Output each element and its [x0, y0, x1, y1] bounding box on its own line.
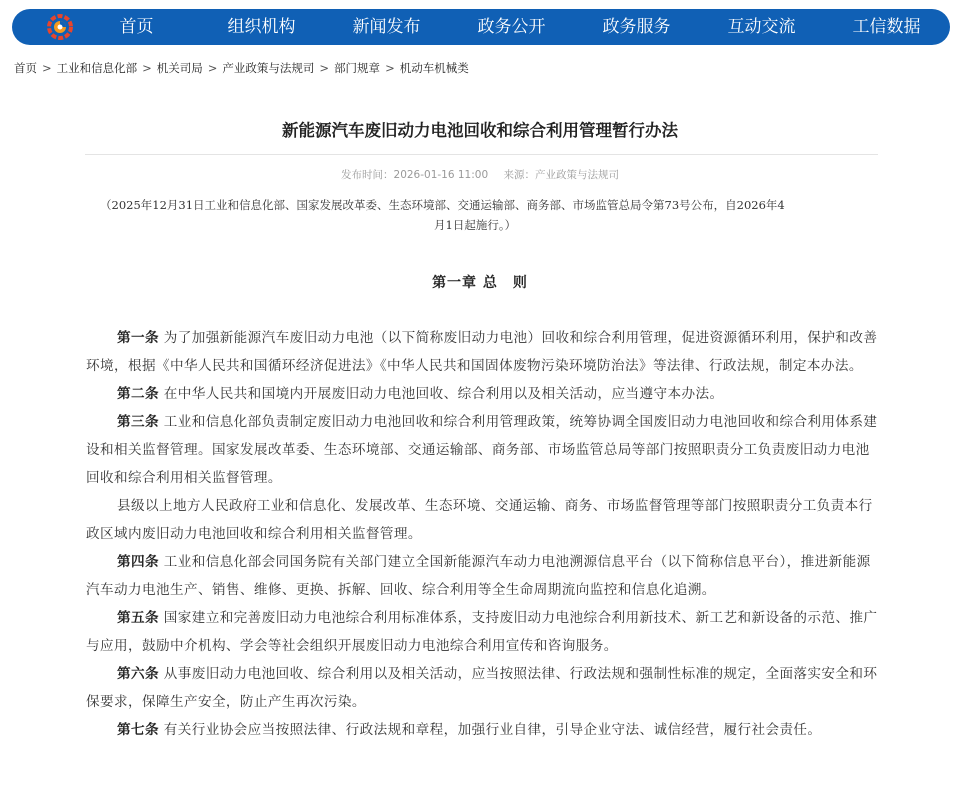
nav-item-services[interactable]: 政务服务 — [602, 17, 671, 37]
article-paragraph — [86, 548, 883, 604]
breadcrumb-link-miit[interactable]: 工业和信息化部 — [56, 61, 138, 75]
breadcrumb-link-home[interactable]: 首页 — [14, 61, 37, 75]
article-text: 工业和信息化部会同国务院有关部门建立全国新能源汽车动力电池溯源信息平台（以下简称信息平台），推进新能源汽车动力电池生产、销售、维修、更换、拆解、回收、综合利用等全生命周期流向监控和信息化追溯。 — [86, 554, 871, 598]
chapter-heading: 第一章 总 则 — [432, 275, 528, 291]
article-label: 第六条 — [117, 666, 159, 682]
breadcrumb-separator: > — [319, 61, 330, 75]
article-text: 县级以上地方人民政府工业和信息化、发展改革、生态环境、交通运输、商务、市场监督管理等部门按照职责分工负责本行政区域内废旧动力电池回收和综合利用相关监督管理。 — [86, 498, 873, 542]
article-paragraph — [86, 492, 883, 548]
article-paragraph — [86, 604, 883, 660]
top-navbar — [12, 9, 950, 45]
nav-item-home[interactable]: 首页 — [119, 17, 154, 37]
publication-note-line1: （2025年12月31日工业和信息化部、国家发展改革委、生态环境部、交通运输部、商务部、市场监管总局令第73号公布，自2026年4 — [100, 198, 785, 212]
publish-time: 发布时间：2026-01-16 11:00 — [341, 169, 489, 181]
publication-note-line2: 月1日起施行。） — [434, 218, 517, 232]
article-text: 有关行业协会应当按照法律、行政法规和章程，加强行业自律，引导企业守法、诚信经营，履行社会责任。 — [163, 722, 822, 738]
article-body — [86, 324, 883, 744]
article-paragraph — [86, 380, 883, 408]
breadcrumb-separator: > — [207, 61, 218, 75]
article-paragraph — [86, 324, 883, 380]
breadcrumb-separator: > — [42, 61, 52, 75]
breadcrumb-separator: > — [385, 61, 395, 75]
nav-item-affairs-public[interactable]: 政务公开 — [477, 17, 546, 37]
page-title: 新能源汽车废旧动力电池回收和综合利用管理暂行办法 — [282, 121, 678, 140]
nav-item-interaction[interactable]: 互动交流 — [727, 17, 796, 37]
article-label: 第四条 — [117, 554, 159, 570]
breadcrumb-separator: > — [142, 61, 152, 75]
article-paragraph — [86, 716, 883, 744]
breadcrumb-link-regulations[interactable]: 部门规章 — [334, 61, 381, 75]
article-paragraph — [86, 408, 883, 492]
nav-menu — [74, 9, 949, 45]
article-label: 第三条 — [117, 414, 159, 430]
breadcrumb-link-policy-dept[interactable]: 产业政策与法规司 — [222, 61, 315, 75]
article-text: 在中华人民共和国境内开展废旧动力电池回收、综合利用以及相关活动，应当遵守本办法。 — [163, 386, 724, 402]
article-source: 来源：产业政策与法规司 — [503, 169, 619, 181]
publication-note — [100, 195, 870, 235]
breadcrumb-link-vehicles[interactable]: 机动车机械类 — [399, 61, 469, 75]
article-label: 第七条 — [117, 722, 159, 738]
nav-item-news[interactable]: 新闻发布 — [352, 17, 421, 37]
article-paragraph — [86, 660, 883, 716]
breadcrumb-link-departments[interactable]: 机关司局 — [156, 61, 203, 75]
nav-item-organization[interactable]: 组织机构 — [227, 17, 296, 37]
article-label: 第二条 — [117, 386, 159, 402]
breadcrumb — [14, 60, 469, 76]
article-text: 从事废旧动力电池回收、综合利用以及相关活动，应当按照法律、行政法规和强制性标准的规定，全面落实安全和环保要求，保障生产安全，防止产生再次污染。 — [86, 666, 878, 710]
article-label: 第五条 — [117, 610, 159, 626]
article-label: 第一条 — [117, 330, 159, 346]
article-text: 国家建立和完善废旧动力电池综合利用标准体系，支持废旧动力电池综合利用新技术、新工艺和新设备的示范、推广与应用，鼓励中介机构、学会等社会组织开展废旧动力电池综合利用宣传和咨询服务。 — [86, 610, 878, 654]
article-text: 工业和信息化部负责制定废旧动力电池回收和综合利用管理政策，统筹协调全国废旧动力电池回收和综合利用体系建设和相关监督管理。国家发展改革委、生态环境部、交通运输部、商务部、市场监管总局等部门按照职责分工负责废旧动力电池回收和综合利用相关监督管理。 — [86, 414, 878, 486]
article-meta — [0, 167, 960, 182]
article-text: 为了加强新能源汽车废旧动力电池（以下简称废旧动力电池）回收和综合利用管理，促进资源循环利用，保护和改善环境，根据《中华人民共和国循环经济促进法》《中华人民共和国固体废物污染环境防治法》等法律、行政法规，制定本办法。 — [86, 330, 878, 374]
title-divider — [85, 154, 878, 155]
ministry-logo-icon[interactable] — [46, 14, 74, 40]
nav-item-data[interactable]: 工信数据 — [852, 17, 921, 37]
